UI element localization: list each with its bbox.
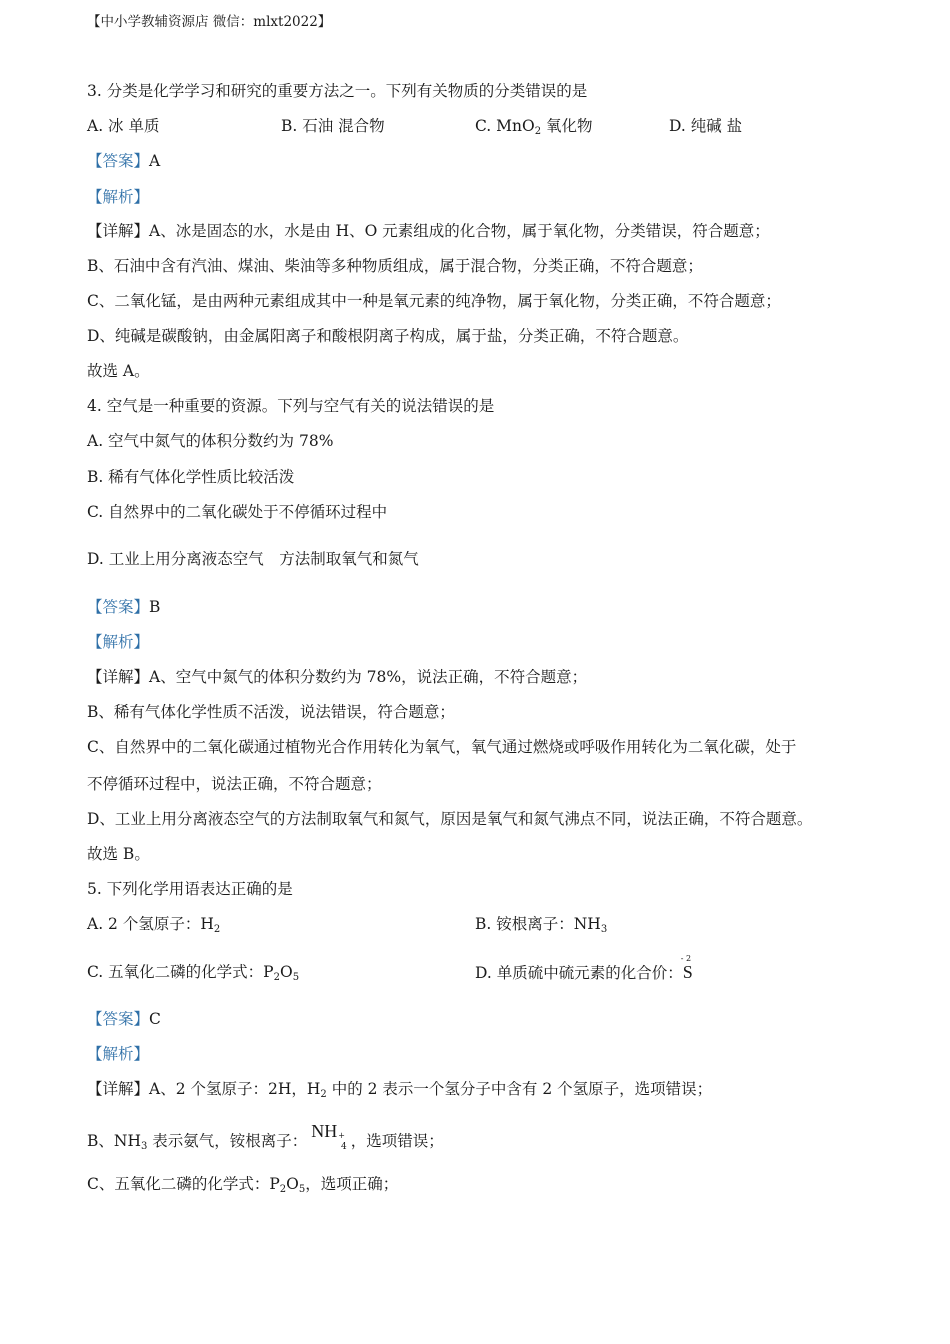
detail-tag: 【详解】 (87, 1080, 150, 1098)
q4-detail-b: B、稀有气体化学性质不活泼，说法错误，符合题意； (87, 703, 455, 721)
q5-option-b: B. 铵根离子：$NH_3$ (475, 915, 608, 935)
q5-option-a: A. 2 个氢原子：$H_2$ (87, 915, 221, 935)
sulfur-valence-notation: - 2 S (680, 954, 693, 982)
q4-answer: 【答案】B (87, 598, 161, 616)
q3-stem: 3. 分类是化学学习和研究的重要方法之一。下列有关物质的分类错误的是 (87, 82, 588, 100)
q4-analysis-tag: 【解析】 (87, 633, 150, 651)
answer-tag: 【答案】 (87, 1010, 150, 1028)
q3-option-a: A. 冰 单质 (87, 117, 160, 135)
ammonium-ion-formula: NH+4 (311, 1121, 347, 1152)
answer-tag: 【答案】 (87, 152, 150, 170)
q5-option-d: D. 单质硫中硫元素的化合价： - 2 S (475, 954, 693, 982)
q5-stem: 5. 下列化学用语表达正确的是 (87, 880, 293, 898)
q5-detail-c: C、五氧化二磷的化学式：$P_2O_5$，选项正确； (87, 1175, 399, 1195)
q5-detail-a: 【详解】A、2 个氢原子：2H，$H_2$ 中的 2 表示一个氢分子中含有 2 个氢原子，选项错误； (87, 1080, 713, 1100)
detail-tag: 【详解】 (87, 222, 150, 240)
q3-option-b: B. 石油 混合物 (281, 117, 385, 135)
q4-option-c: C. 自然界中的二氧化碳处于不停循环过程中 (87, 503, 388, 521)
q4-option-b: B. 稀有气体化学性质比较活泼 (87, 468, 295, 486)
q3-analysis-tag: 【解析】 (87, 188, 150, 206)
q3-detail-b: B、石油中含有汽油、煤油、柴油等多种物质组成，属于混合物，分类正确，不符合题意； (87, 257, 703, 275)
q4-detail-c-line1: C、自然界中的二氧化碳通过植物光合作用转化为氧气，氧气通过燃烧或呼吸作用转化为二氧化碳，处于 (87, 738, 797, 756)
q4-detail-c-line2: 不停循环过程中，说法正确，不符合题意； (87, 775, 382, 793)
q4-conclusion: 故选 B。 (87, 845, 150, 863)
q3-answer: 【答案】A (87, 152, 161, 170)
q4-detail-a: 【详解】A、空气中氮气的体积分数约为 78%，说法正确，不符合题意； (87, 668, 588, 686)
q5-analysis-tag: 【解析】 (87, 1045, 150, 1063)
page-header: 【中小学教辅资源店 微信：mlxt2022】 (87, 14, 332, 30)
q5-answer: 【答案】C (87, 1010, 161, 1028)
q3-option-d: D. 纯碱 盐 (669, 117, 743, 135)
q5-detail-b: B、$NH_3$ 表示氨气，铵根离子： NH+4 ，选项错误； (87, 1121, 444, 1152)
detail-tag: 【详解】 (87, 668, 150, 686)
q4-detail-d: D、工业上用分离液态空气的方法制取氧气和氮气，原因是氧气和氮气沸点不同，说法正确，不符合题意。 (87, 810, 813, 828)
q5-option-c: C. 五氧化二磷的化学式：$P_2O_5$ (87, 963, 300, 983)
q3-detail-c: C、二氧化锰，是由两种元素组成其中一种是氧元素的纯净物，属于氧化物，分类正确，不符合题意； (87, 292, 781, 310)
q4-option-d: D. 工业上用分离液态空气 方法制取氧气和氮气 (87, 550, 419, 568)
q4-stem: 4. 空气是一种重要的资源。下列与空气有关的说法错误的是 (87, 397, 495, 415)
q3-detail-a: 【详解】A、冰是固态的水，水是由 H、O 元素组成的化合物，属于氧化物，分类错误，符合题意； (87, 222, 770, 240)
q4-option-a: A. 空气中氮气的体积分数约为 78% (87, 432, 334, 450)
answer-tag: 【答案】 (87, 598, 150, 616)
q3-conclusion: 故选 A。 (87, 362, 150, 380)
q3-detail-d: D、纯碱是碳酸钠，由金属阳离子和酸根阴离子构成，属于盐，分类正确，不符合题意。 (87, 327, 689, 345)
q3-option-c: C. MnO$_2$ 氧化物 (475, 117, 593, 137)
